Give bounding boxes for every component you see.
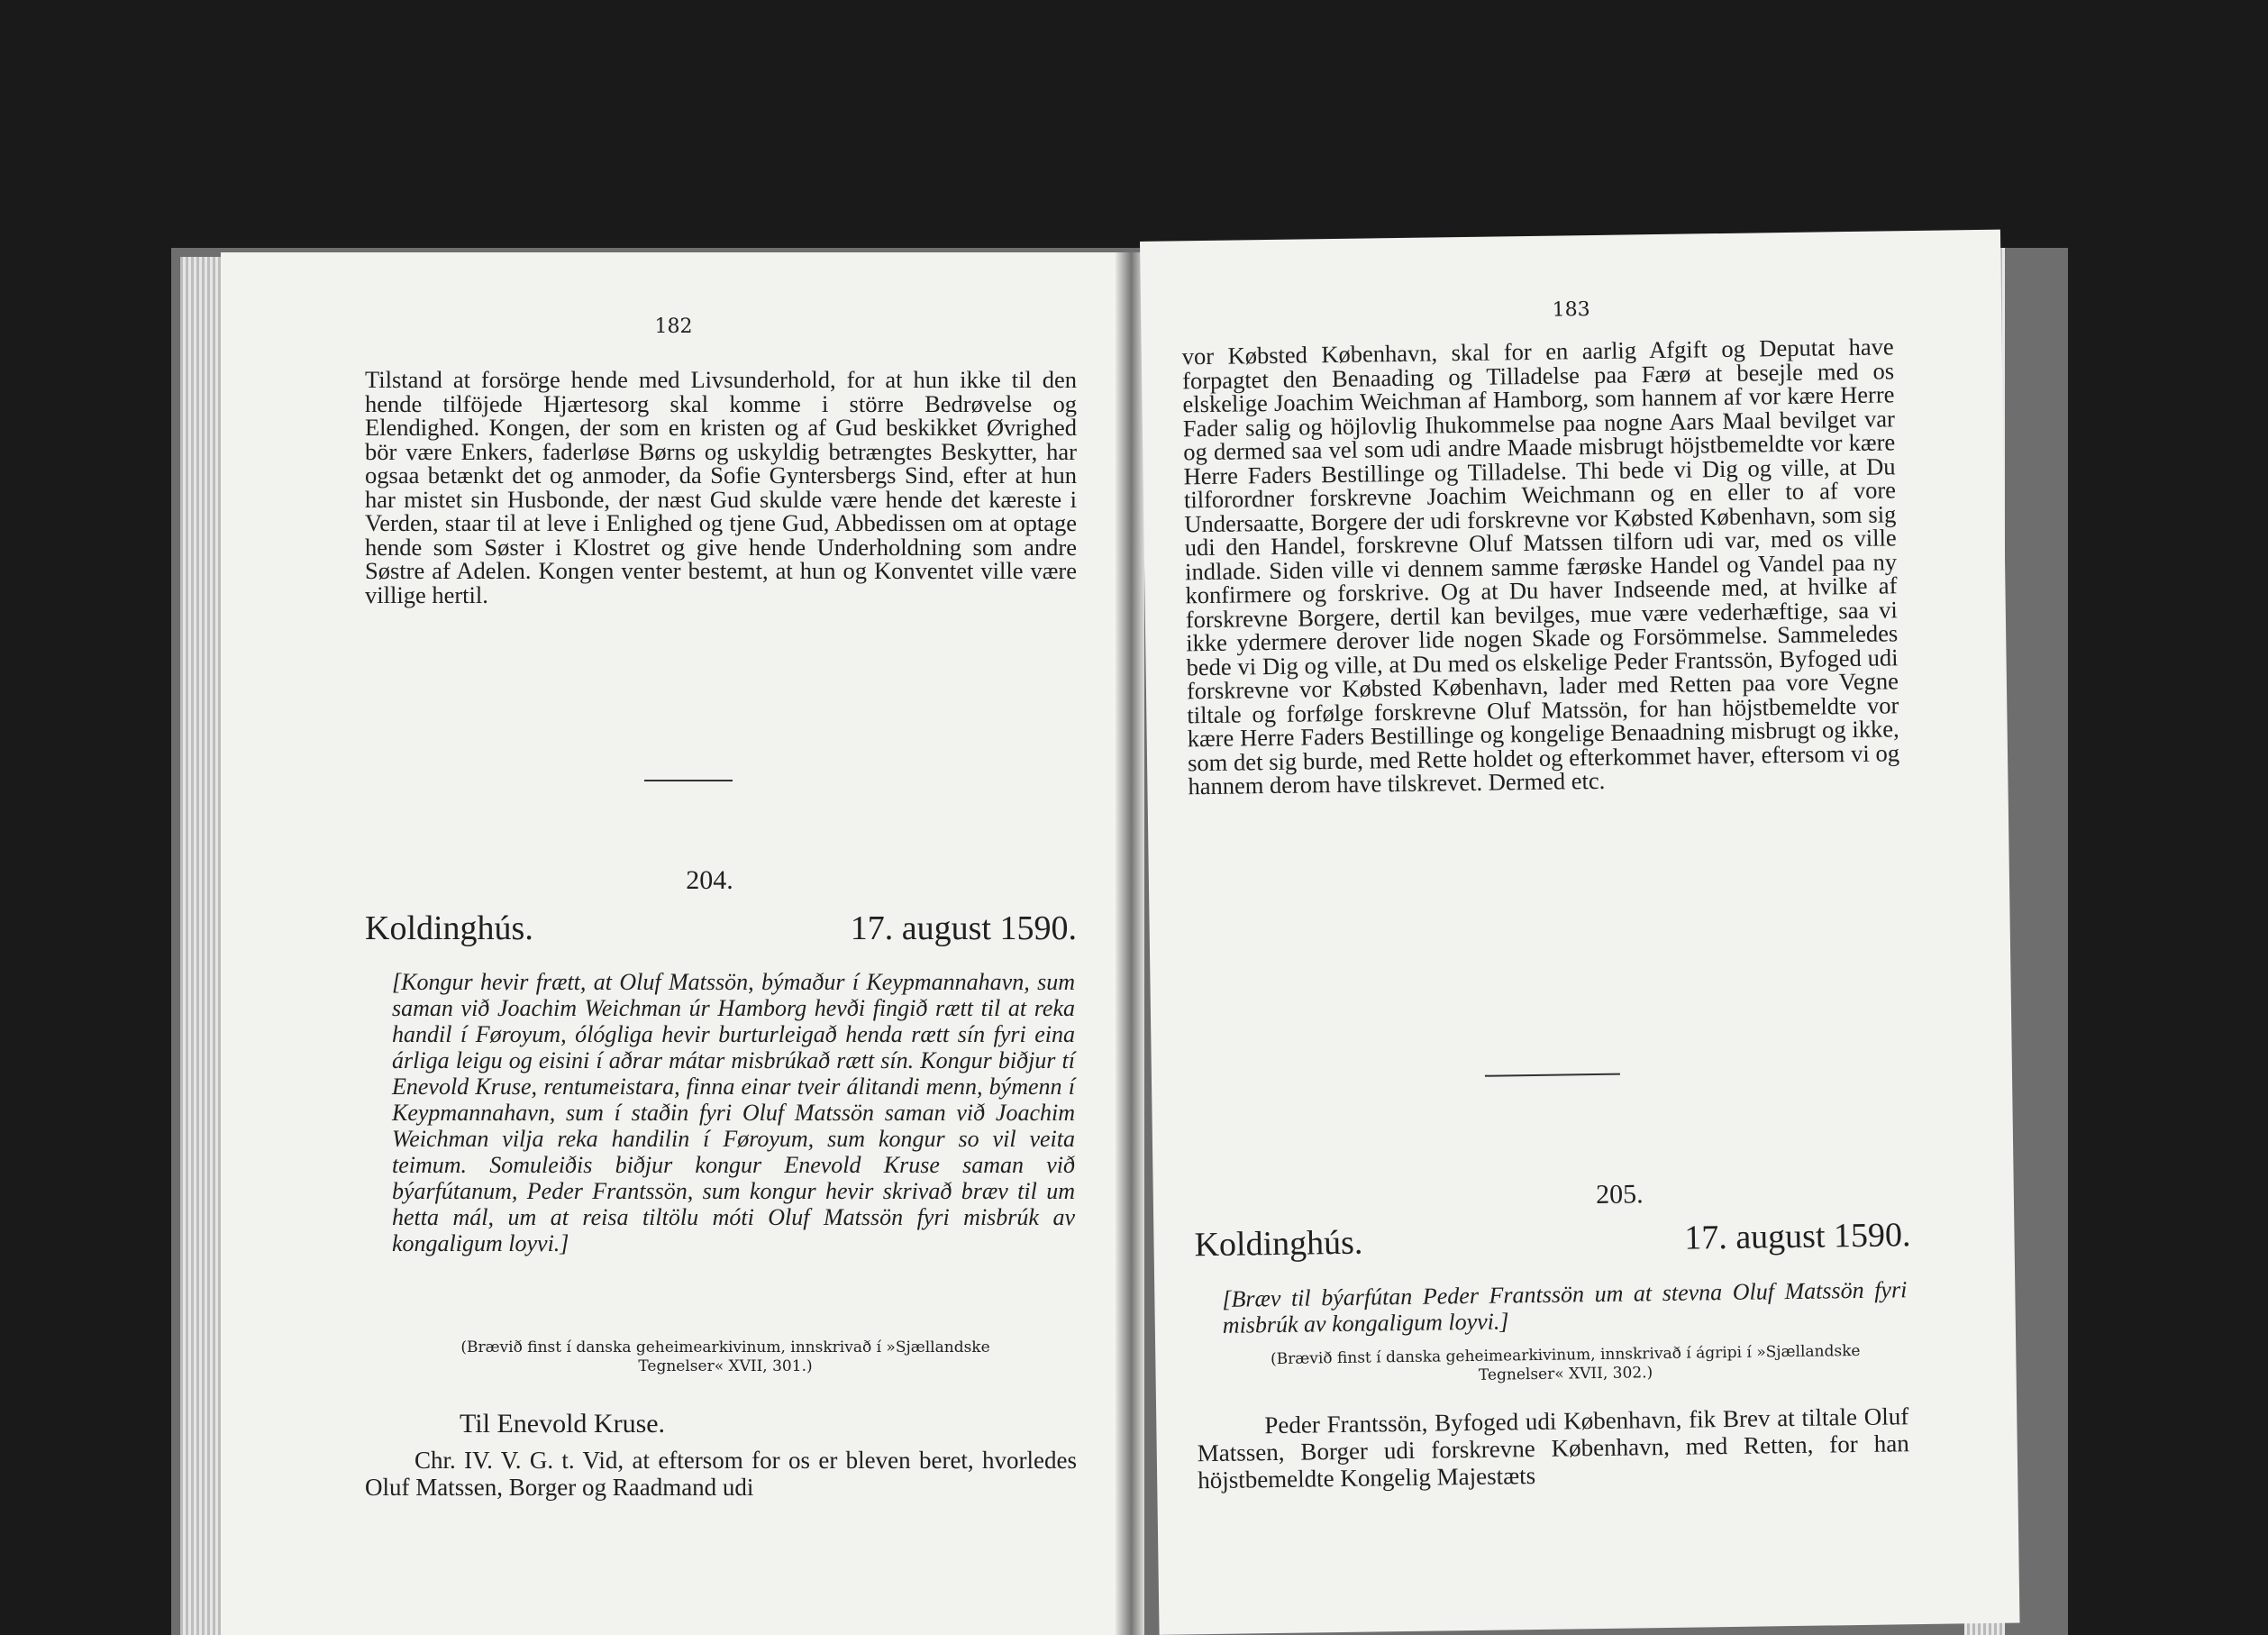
letter-text-start: Chr. IV. V. G. t. Vid, at eftersom for os er bleven beret, hvorledes Oluf Matssen, Borger og Raadmand udi [365, 1447, 1077, 1501]
source-note: (Brævið finst í danska geheimearkivinum, innskrivað í »Sjællandske Tegnelser« XVII, 301.) [460, 1338, 990, 1375]
right-continuation-text: vor Købsted København, skal for en aarlig Afgift og Deputat have forpagtet den Benaading og Tilladelse paa Færø at besejle med os elskelige Joachim Weichman af Hamborg, som hannem af vor kære Herre Fader salig og höjlovlig Ihukommelse paa nogne Aars Maal bevilget var og dermed saa vel som udi andre Maade misbrugt höjstbemeldte vor kære Herre Faders Bestillinge og Tilladelse. Thi bede vi Dig og ville, at Du tilforordner forskrevne Joachim Weichmann og en eller to af vore Undersaatte, Borgere der udi forskrevne vor Købsted København, som sig udi den Handel, forskrevne Oluf Matssen tilforn udi var, med os ville indlade. Siden ville vi dennem samme færøske Handel og Vandel paa ny konfirmere og forskrive. Og at Du haver Indseende med, at hvilke af forskrevne Borgere, dertil kan bevilges, mue være vederhæftige, saa vi ikke ydermere derover lide nogen Skade og Forsömmelse. Sammeledes bede vi Dig og ville, at Du med os elskelige Peder Frantssön, Byfoged udi forskrevne vor Købsted København, lader med Retten paa vore Vegne tiltale og forfølge forskrevne Oluf Matssön, for han höjstbemeldte vor kære Herre Faders Bestillinge og kongelige Benaadning misbrugt og ikke, som det sig burde, med Rette holdet og efterkommet haver, eftersom vi og hannem derom have tilskrevet. Dermed etc. [1181, 333, 1900, 800]
section-divider [1485, 1073, 1620, 1077]
document-place: Koldinghús. [365, 909, 533, 947]
letter-text-start: Peder Frantssön, Byfoged udi København, fik Brev at tiltale Oluf Matssen, Borger udi forskrevne København, med Retten, for han höjstbemeldte Kongelig Majestæts [1197, 1402, 1909, 1494]
document-number: 205. [1595, 1179, 1644, 1210]
document-summary: [Bræv til býarfútan Peder Frantssön um at stevna Oluf Matssön fyri misbrúk av kongaligum loyvi.] [1222, 1276, 1908, 1338]
left-continuation-text: Tilstand at forsörge hende med Livsunderhold, for at hun ikke til den hende tilföjede Hjærtesorg skal komme i större Bedrøvelse og Elendighed. Kongen, der som en kristen og af Gud beskikket Øvrighed bör være Enkers, faderløse Børns og uskyldig betrængtes Beskytter, har ogsaa betænkt det og anmoder, da Sofie Gyntersbergs Sind, efter at hun har mistet sin Husbonde, der næst Gud skulde være hende det kæreste i Verden, staar til at leve i Enlighed og tjene Gud, Abbedissen om at optage hende som Søster i Klostret og give hende Underholdning som andre Søstre af Adelen. Kongen venter bestemt, at hun og Konventet ville være villige hertil. [365, 366, 1077, 608]
document-date: 17. august 1590. [850, 909, 1077, 947]
source-note: (Brævið finst í danska geheimearkivinum, innskrivað í ágripi í »Sjællandske Tegnelser« XVII, 302.) [1270, 1341, 1861, 1384]
page-number-left: 182 [654, 315, 693, 338]
page-edges-left [180, 257, 223, 1635]
right-page [1140, 230, 2019, 1635]
page-number-right: 183 [1552, 298, 1590, 322]
left-page [221, 252, 1126, 1635]
book-gutter [1116, 252, 1144, 1635]
letter-addressee: Til Enevold Kruse. [460, 1409, 666, 1439]
section-divider [644, 780, 733, 781]
document-place: Koldinghús. [1194, 1223, 1363, 1265]
document-summary: [Kongur hevir frætt, at Oluf Matssön, býmaður í Keypmannahavn, sum saman við Joachim Weichman úr Hamborg hevði fingið rætt til at reka handil í Føroyum, ólógliga hevir burturleigað henda rætt sín fyri eina árliga leigu og eisini í aðrar mátar misbrúkað rætt sín. Kongur biðjur tí Enevold Kruse, rentumeistara, finna einar tveir álitandi menn, býmenn í Keypmannahavn, sum í staðin fyri Oluf Matssön saman við Joachim Weichman vilja reka handilin í Føroyum, sum kongur so vil veita teimum. Somuleiðis biðjur kongur Enevold Kruse saman við býarfútanum, Peder Frantssön, sum kongur hevir skrivað bræv til um hetta mál, um at reisa tiltölu móti Oluf Matssön fyri misbrúk av kongaligum loyvi.] [392, 969, 1075, 1256]
document-number: 204. [686, 865, 733, 895]
document-date: 17. august 1590. [1683, 1216, 1911, 1257]
